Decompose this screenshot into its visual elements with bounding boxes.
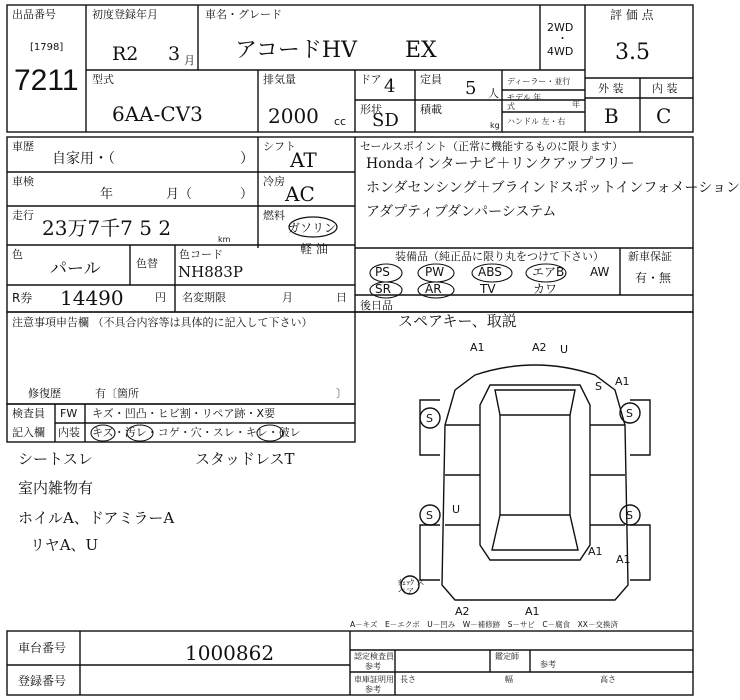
- repair-label: 修復歴: [28, 387, 61, 400]
- color-value: パール: [50, 259, 101, 279]
- mark-s-front-right: S: [626, 407, 633, 420]
- r-value: 14490: [60, 286, 124, 310]
- capacity-label: 定員: [420, 73, 442, 86]
- fuel-diesel: 軽 油: [300, 242, 328, 256]
- cert-label: 認定検査員: [354, 652, 394, 661]
- drive-2wd: 2WD: [547, 21, 574, 34]
- payload-label: 積載: [420, 103, 442, 116]
- sales-label: セールスポイント（正常に機能するものに限ります）: [360, 140, 624, 153]
- dealer-label: ディーラー・並行: [507, 77, 571, 86]
- chassis-value: 1000862: [185, 641, 275, 665]
- equip-ps: PS: [375, 265, 390, 279]
- equip-sr: SR: [375, 282, 391, 296]
- mileage-label: 走行: [12, 209, 34, 222]
- displacement-unit: cc: [334, 115, 347, 128]
- cert-sub-2: 参考: [540, 660, 556, 669]
- sales-line-2: ホンダセンシング＋ブラインドスポットインフォメーション: [366, 180, 740, 196]
- ac-label: 冷房: [263, 175, 285, 188]
- lot-label: 出品番号: [12, 8, 56, 21]
- capacity-value: 5: [465, 78, 477, 99]
- mark-u-side: U: [452, 503, 461, 516]
- chassis-label: 車台番号: [18, 641, 67, 655]
- r-unit: 円: [155, 291, 166, 304]
- reg-era: R2: [112, 43, 139, 65]
- score-value: 3.5: [615, 40, 650, 65]
- cert-label-2: 鑑定師: [495, 652, 519, 661]
- new-cert-value: 有・無: [635, 271, 672, 285]
- length-label: 長さ: [400, 675, 416, 684]
- car-diagram: [400, 341, 670, 618]
- reg-month: 3: [168, 43, 181, 65]
- rear-items-value: スペアキー、取説: [398, 312, 517, 330]
- name-change-month: 月: [282, 291, 293, 304]
- exterior-grade: B: [604, 104, 619, 128]
- shape-value: SD: [372, 110, 399, 131]
- reg-year-label: 初度登録年月: [92, 8, 158, 21]
- car-name: アコードHV: [235, 38, 357, 63]
- note-2: 室内雑物有: [18, 479, 94, 497]
- model-label: 型式: [92, 73, 114, 86]
- height-label: 高さ: [600, 675, 616, 684]
- drive-dot: ・: [557, 32, 568, 45]
- mark-a1-front: A1: [615, 375, 630, 388]
- repair-close: 〕: [336, 387, 347, 400]
- doors-label: ドア: [360, 73, 382, 86]
- equip-label: 装備品（純正品に限り丸をつけて下さい）: [395, 250, 604, 263]
- int-label: 内装: [58, 426, 80, 439]
- mark-a1-top-left: A1: [470, 341, 485, 354]
- vehicle-cert-label: 車庫証明用: [354, 675, 394, 684]
- name-grade-label: 車名・グレード: [205, 8, 282, 21]
- mark-s-rear-right: S: [626, 509, 633, 522]
- note-5: スタッドレスT: [195, 450, 295, 468]
- repair-value: 有〔箇所: [95, 387, 139, 400]
- fuel-label: 燃料: [263, 209, 285, 222]
- doors-value: 4: [384, 76, 396, 97]
- shift-label: シフト: [263, 140, 296, 153]
- note-3: ホイルA、ドアミラーA: [18, 509, 175, 527]
- payload-unit: kg: [490, 121, 500, 130]
- notes-label: 注意事項申告欄 （不具合内容等は具体的に記入して下さい）: [12, 316, 313, 329]
- r-label: R券: [12, 291, 33, 305]
- fuel-circle-mark: [286, 213, 342, 239]
- handle-label: ハンドル 左・右: [507, 117, 566, 126]
- shift-value: AT: [290, 148, 317, 172]
- tire-note: ﾁｪｯｸ スペア: [398, 578, 425, 596]
- equip-ar: AR: [425, 282, 442, 296]
- inspection-year: 年: [100, 187, 114, 202]
- fuel-gasoline: ガソリン: [288, 221, 337, 235]
- equip-tv: TV: [480, 282, 496, 296]
- vehicle-cert-sub: 参考: [365, 685, 381, 694]
- fw-label: FW: [60, 407, 78, 420]
- mark-a1-rear-right: A1: [588, 545, 603, 558]
- note-1: シートスレ: [18, 450, 93, 468]
- color-code-label: 色コード: [179, 248, 223, 261]
- name-change-day: 日: [336, 291, 347, 304]
- cert-sub: 参考: [365, 662, 381, 671]
- inspector-label-1: 検査員: [12, 407, 45, 420]
- reg-no-label: 登録番号: [18, 674, 67, 688]
- drive-4wd: 4WD: [547, 45, 574, 58]
- inspection-label: 車検: [12, 175, 34, 188]
- mileage-unit: km: [218, 235, 231, 244]
- inspection-month: 月（: [166, 187, 193, 202]
- ac-value: AC: [285, 182, 315, 206]
- lot-number: 7211: [14, 64, 79, 97]
- mark-s-rear-left: S: [426, 509, 433, 522]
- shape-label: 形状: [360, 103, 382, 116]
- damage-legend: A－キズ E－エクボ U－凹み W－補修跡 S－サビ C－腐食 XX－交換済: [350, 620, 618, 629]
- use-label: 車歴: [12, 140, 34, 153]
- mark-a2-top: A2: [532, 341, 547, 354]
- int-items: キズ・汚レ・コゲ・穴・スレ・キレ・破レ: [92, 426, 301, 439]
- interior-grade: C: [656, 104, 672, 128]
- color-label: 色: [12, 248, 23, 261]
- mileage-value: 23万7千7 5 2: [42, 216, 172, 240]
- mark-s-side: S: [595, 380, 602, 393]
- car-grade: EX: [405, 38, 437, 63]
- mark-u-top: U: [560, 343, 569, 356]
- equip-aw: AW: [590, 265, 610, 279]
- color-code-value: NH883P: [178, 263, 243, 281]
- displacement-label: 排気量: [263, 73, 296, 86]
- equip-abs: ABS: [478, 265, 502, 279]
- displacement-value: 2000: [268, 104, 319, 128]
- mark-a1-rear: A1: [525, 605, 540, 618]
- lot-sub: [1798]: [30, 42, 64, 53]
- equip-airbag: エアB: [532, 265, 565, 279]
- reg-month-unit: 月: [184, 54, 195, 67]
- sales-line-1: Hondaインターナビ＋リンクアップフリー: [366, 156, 635, 172]
- equip-leather: カワ: [533, 282, 558, 296]
- capacity-unit: 人: [488, 87, 499, 100]
- mark-a2-rear: A2: [455, 605, 470, 618]
- width-label: 幅: [505, 675, 513, 684]
- equip-pw: PW: [425, 265, 445, 279]
- new-cert-label: 新車保証: [628, 250, 672, 263]
- mark-s-front-left: S: [426, 412, 433, 425]
- int-circle-marks: [90, 423, 350, 443]
- fw-items: キズ・凹凸・ヒビ割・リペア跡・X要: [92, 407, 276, 420]
- rear-items-label: 後日品: [360, 299, 393, 312]
- note-4: リヤA、U: [30, 536, 99, 554]
- interior-label: 内 装: [652, 82, 678, 95]
- model-year-label: モデル 年式: [507, 93, 542, 111]
- inspection-close: ）: [240, 187, 254, 202]
- year-unit: 年: [572, 100, 580, 109]
- use-close: ）: [240, 151, 254, 167]
- use-value: 自家用・（: [52, 151, 115, 167]
- exterior-label: 外 装: [598, 82, 624, 95]
- equip-circle-marks: [366, 260, 586, 300]
- inspector-label-2: 記入欄: [12, 426, 45, 439]
- mark-a1-right: A1: [616, 553, 631, 566]
- color-change-label: 色替: [136, 257, 158, 270]
- sales-line-3: アダプティブダンパーシステム: [366, 204, 557, 220]
- name-change-label: 名変期限: [182, 291, 226, 304]
- score-label: 評 価 点: [610, 8, 654, 22]
- model-code: 6AA-CV3: [112, 102, 203, 126]
